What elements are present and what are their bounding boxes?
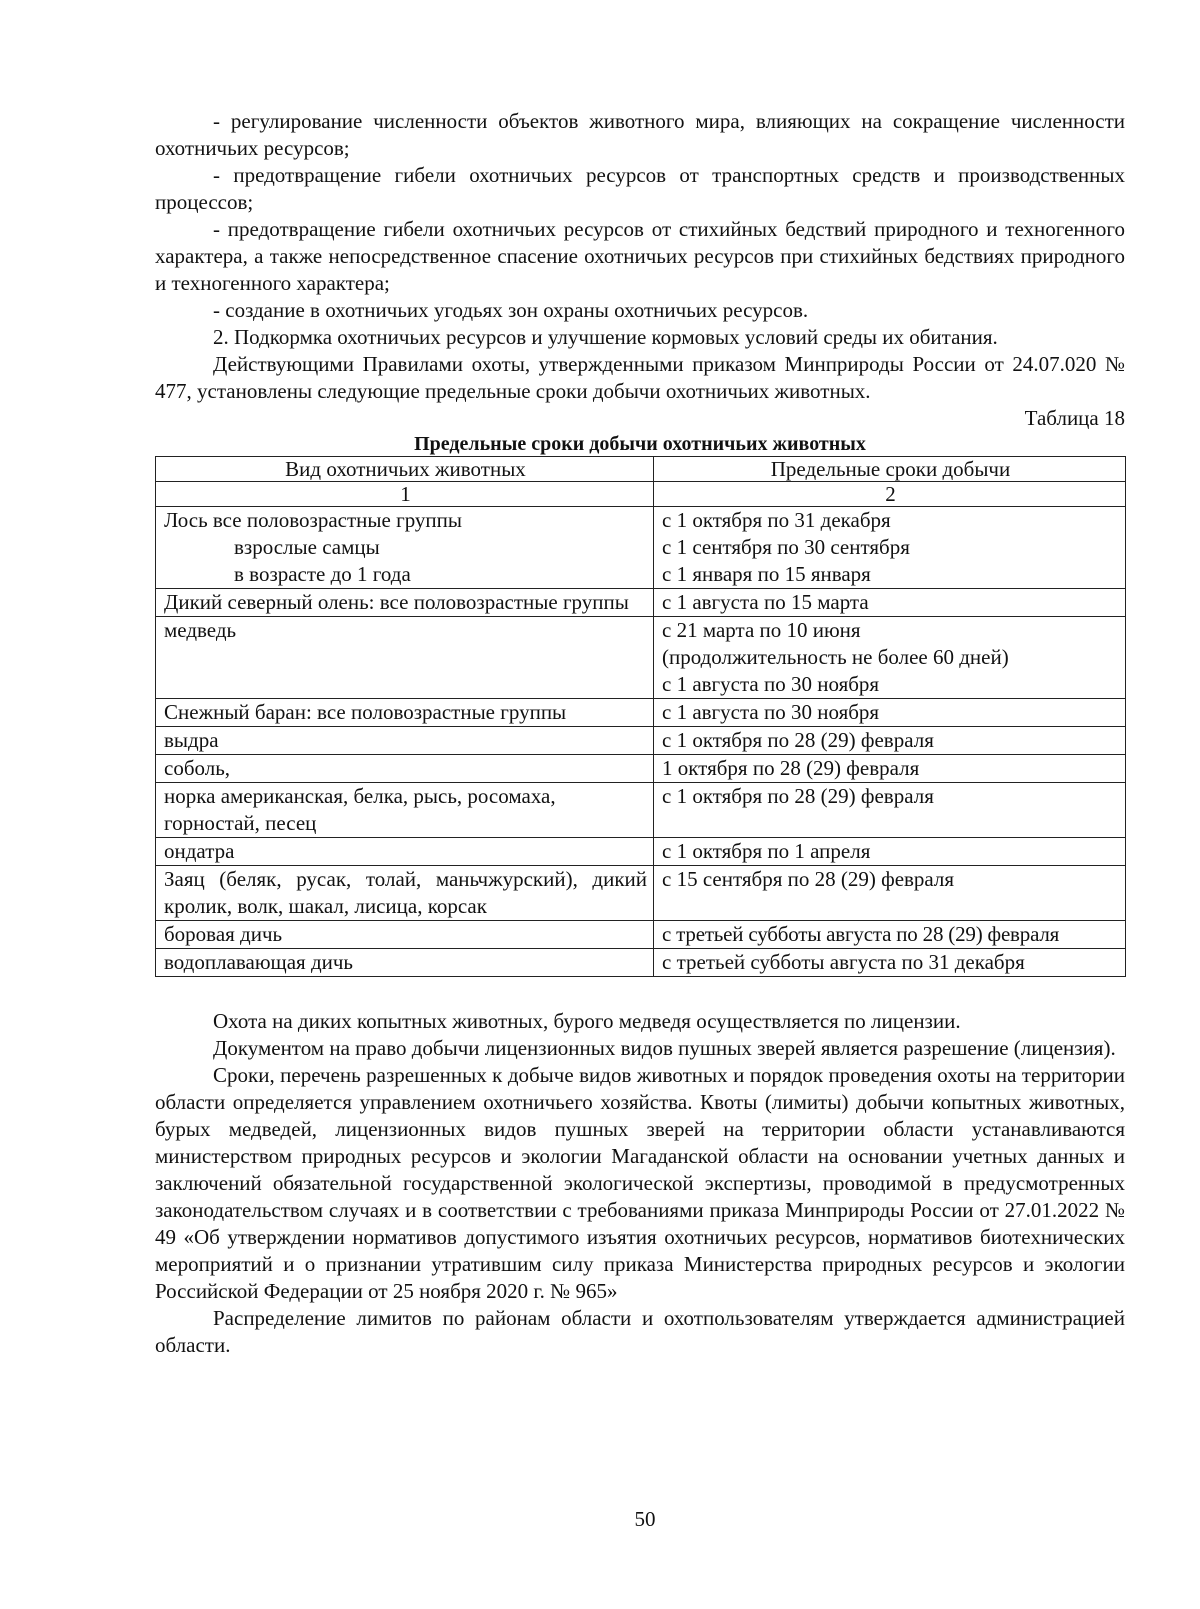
- period-cell: [654, 838, 1126, 866]
- table-column-numbers-row: [156, 482, 1126, 507]
- period-cell: [654, 507, 1126, 589]
- species-line: в возрасте до 1 года: [234, 562, 411, 586]
- header-species: Вид охотничьих животных: [156, 457, 654, 482]
- table-row: [156, 921, 1126, 949]
- table-title: Предельные сроки добычи охотничьих животных: [414, 433, 866, 455]
- intro-item-2: - предотвращение гибели охотничьих ресурсов от транспортных средств и производственных процессов;: [155, 163, 1125, 214]
- period-cell: [654, 727, 1126, 755]
- table-row: [156, 617, 1126, 699]
- period-cell: [654, 617, 1126, 699]
- period-line: 1 октября по 28 (29) февраля: [662, 756, 920, 780]
- body-paragraph-1: Охота на диких копытных животных, бурого медведя осуществляется по лицензии.: [213, 1009, 961, 1033]
- period-line: с третьей субботы августа по 31 декабря: [662, 950, 1025, 974]
- column-number-2: 2: [654, 482, 1126, 507]
- hunting-limits-table: [155, 456, 1126, 977]
- page-content: [155, 108, 1125, 1359]
- species-line: норка американская, белка, рысь, росомаха, горностай, песец: [164, 784, 556, 835]
- period-line: с 1 августа по 15 марта: [662, 590, 869, 614]
- period-line: с 1 октября по 28 (29) февраля: [662, 784, 934, 808]
- intro-item-5: 2. Подкормка охотничьих ресурсов и улучшение кормовых условий среды их обитания.: [213, 325, 998, 349]
- table-row: [156, 866, 1126, 921]
- period-cell: [654, 589, 1126, 617]
- period-line: с 1 октября по 28 (29) февраля: [662, 728, 934, 752]
- period-line: с 1 октября по 1 апреля: [662, 839, 871, 863]
- intro-item-4: - создание в охотничьих угодьях зон охраны охотничьих ресурсов.: [213, 298, 809, 322]
- period-cell: [654, 949, 1126, 977]
- period-line: с 1 января по 15 января: [662, 562, 871, 586]
- period-cell: [654, 699, 1126, 727]
- table-header-row: [156, 457, 1126, 482]
- species-cell: [156, 727, 654, 755]
- species-cell: [156, 507, 654, 589]
- period-cell: [654, 783, 1126, 838]
- table-row: [156, 783, 1126, 838]
- period-line: с третьей субботы августа по 28 (29) февраля: [662, 922, 1060, 946]
- table-row: [156, 699, 1126, 727]
- species-line: соболь,: [164, 756, 231, 780]
- period-line: с 1 августа по 30 ноября: [662, 672, 880, 696]
- column-number-1: 1: [156, 482, 654, 507]
- species-line: Лось все половозрастные группы: [164, 508, 462, 532]
- table-row: [156, 838, 1126, 866]
- body-paragraph-2: Документом на право добычи лицензионных видов пушных зверей является разрешение (лицензия).: [213, 1036, 1116, 1060]
- species-cell: [156, 617, 654, 699]
- page-number: 50: [634, 1507, 656, 1531]
- period-line: с 1 сентября по 30 сентября: [662, 535, 910, 559]
- species-line: Снежный баран: все половозрастные группы: [164, 700, 567, 724]
- species-cell: [156, 838, 654, 866]
- species-line: Заяц (беляк, русак, толай, маньчжурский), дикий кролик, волк, шакал, лисица, корсак: [164, 867, 647, 918]
- period-line: с 1 октября по 31 декабря: [662, 508, 891, 532]
- species-line: боровая дичь: [164, 922, 283, 946]
- species-cell: [156, 866, 654, 921]
- period-line: (продолжительность не более 60 дней): [662, 645, 1009, 669]
- species-line: взрослые самцы: [234, 535, 380, 559]
- intro-item-1: - регулирование численности объектов животного мира, влияющих на сокращение численности охотничьих ресурсов;: [155, 109, 1125, 160]
- period-line: с 1 августа по 30 ноября: [662, 700, 880, 724]
- species-cell: [156, 755, 654, 783]
- table-row: [156, 755, 1126, 783]
- table-row: [156, 727, 1126, 755]
- period-cell: [654, 755, 1126, 783]
- intro-item-3: - предотвращение гибели охотничьих ресурсов от стихийных бедствий природного и техногенного характера, а также непосредственное спасение охотничьих ресурсов при стихийных бедствиях природного и техногенного характера;: [155, 217, 1125, 295]
- period-line: с 21 марта по 10 июня: [662, 618, 861, 642]
- species-line: водоплавающая дичь: [164, 950, 353, 974]
- species-cell: [156, 589, 654, 617]
- species-line: медведь: [164, 618, 237, 642]
- species-line: Дикий северный олень: все половозрастные группы: [164, 590, 629, 614]
- table-row: [156, 507, 1126, 589]
- header-periods: Предельные сроки добычи: [654, 457, 1126, 482]
- period-cell: [654, 921, 1126, 949]
- body-paragraph-3: Сроки, перечень разрешенных к добыче видов животных и порядок проведения охоты на территории области определяется управлением охотничьего хозяйства. Квоты (лимиты) добычи копытных животных, бурых медведей, лицензионных видов пушных зверей на территории области устанавливаются министерством природных ресурсов и экологии Магаданской области на основании учетных данных и заключений обязательной государственной экологической экспертизы, проводимой в предусмотренных законодательством случаях и в соответствии с требованиями приказа Минприроды России от 27.01.2022 № 49 «Об утверждении нормативов допустимого изъятия охотничьих ресурсов, нормативов биотехнических мероприятий и о признании утратившим силу приказа Министерства природных ресурсов и экологии Российской Федерации от 25 ноября 2020 г. № 965»: [155, 1063, 1125, 1303]
- body-paragraph-4: Распределение лимитов по районам области и охотпользователям утверждается администрацией области.: [155, 1306, 1125, 1357]
- period-cell: [654, 866, 1126, 921]
- species-line: выдра: [164, 728, 219, 752]
- species-line: ондатра: [164, 839, 235, 863]
- species-cell: [156, 921, 654, 949]
- species-cell: [156, 699, 654, 727]
- table-label: Таблица 18: [1024, 406, 1125, 430]
- species-cell: [156, 783, 654, 838]
- species-cell: [156, 949, 654, 977]
- table-row: [156, 949, 1126, 977]
- table-row: [156, 589, 1126, 617]
- period-line: с 15 сентября по 28 (29) февраля: [662, 867, 955, 891]
- intro-item-6: Действующими Правилами охоты, утвержденными приказом Минприроды России от 24.07.020 № 477, установлены следующие предельные сроки добычи охотничьих животных.: [155, 352, 1125, 403]
